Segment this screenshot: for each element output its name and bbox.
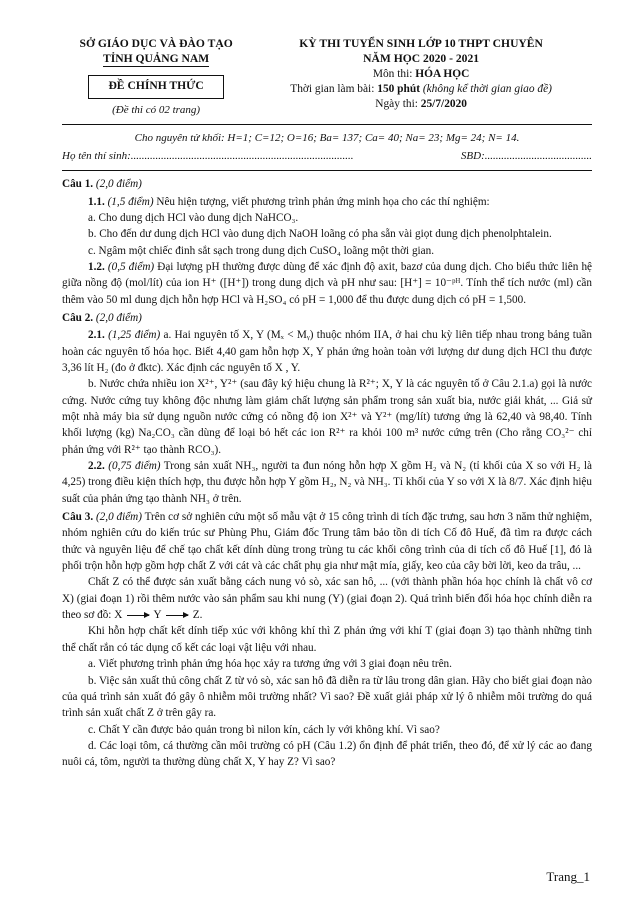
official-exam-box: ĐỀ CHÍNH THỨC (88, 75, 224, 99)
q3-stage3: Khi hỗn hợp chất kết dính tiếp xúc với không khí thì Z phản ứng với khí T (giai đoạn 3) tạo thành những tinh thể chất rắn có tác dụng cố kết các loại vật liệu với nhau. (62, 625, 592, 654)
q1-2-prompt: 1.2. (0,5 điểm) Đại lượng pH thường được dùng để xác định độ axit, bazơ của dung dịch. Cho biểu thức liên hệ giữa nồng độ (mol/lít) của ion H⁺ ([H⁺]) trong dung dịch và pH như sau: [H⁺] = 10⁻ᵖᴴ. Tính thể tích nước (ml) cần thêm vào 50 ml dung dịch hỗn hợp HCl và H₂SO₄ có pH = 1,000 để thu được dung dịch có pH = 1,500. (62, 260, 592, 306)
q1-title: Câu 1. (62, 178, 94, 191)
school-year: NĂM HỌC 2020 - 2021 (363, 52, 480, 66)
exam-date: 25/7/2020 (420, 97, 467, 110)
candidate-divider (62, 170, 592, 171)
scheme-y: Y (153, 609, 162, 622)
q3-a: a. Viết phương trình phản ứng hóa học xảy ra tương ứng với 3 giai đoạn nêu trên. (88, 658, 452, 671)
candidate-name-field: Họ tên thí sinh:................................................................................. (62, 150, 354, 163)
q1-1-a: a. Cho dung dịch HCl vào dung dịch NaHCO₃. (88, 211, 299, 224)
q2-1-a: 2.1. (1,25 điểm) a. Hai nguyên tố X, Y (Mₓ < Mᵧ) thuộc nhóm IIA, ở hai chu kỳ liên tiếp nhau trong bảng tuần hoàn các nguyên tố hóa học. Biết 4,40 gam hỗn hợp X, Y phản ứng hoàn toàn với lượng dư dung dịch HCl thu được 3,36 lít H₂ (đo ở đktc). Xác định các nguyên tố X , Y. (62, 329, 592, 374)
page-number: Trang_1 (546, 869, 590, 884)
scheme-z: Z. (192, 609, 203, 622)
question-2 (62, 310, 592, 507)
candidate-line (62, 148, 592, 164)
time-line: Thời gian làm bài: 150 phút (không kể thời gian giao đề) (290, 82, 552, 95)
q2-1-b: b. Nước chứa nhiều ion X²⁺, Y²⁺ (sau đây ký hiệu chung là R²⁺; X, Y là các nguyên tố ở Câu 2.1.a) gọi là nước cứng. Nước cứng tuy không độc nhưng làm giảm chất lượng sản phẩm trong sản xuất bia, nước giải khát, ... Giả sử một nhà máy bia sử dụng nguồn nước cứng có nồng độ ion X²⁺ và Y²⁺ (mg/lít) tương ứng là 62,40 và 98,40. Tính khối lượng (kg) Na₂CO₃ cần dùng để loại bỏ hết các ion R²⁺ ra khỏi 100 m³ nước cứng trên (Cho rằng CO₃²⁻ chỉ phản ứng với R²⁺ tạo thành RCO₃). (62, 378, 592, 456)
header-divider (62, 124, 592, 125)
exam-header (62, 36, 592, 118)
q1-1-prompt: 1.1. (1,5 điểm) Nêu hiện tượng, viết phương trình phản ứng minh họa cho các thí nghiệm: (88, 195, 490, 208)
q3-d: d. Các loại tôm, cá thường cần môi trường có pH (Câu 1.2) ổn định để phát triển, theo đó, để xử lý các ao đang nuôi cá, tôm, người ta thường dùng chất X, Y hay Z? Vì sao? (62, 739, 592, 769)
date-line: Ngày thi: 25/7/2020 (375, 97, 467, 110)
exam-title: KỲ THI TUYỂN SINH LỚP 10 THPT CHUYÊN (299, 37, 543, 50)
q3-points: (2,0 điểm) (93, 511, 142, 524)
q3-c: c. Chất Y cần được bảo quản trong bì nilon kín, cách ly với không khí. Vì sao? (88, 723, 440, 736)
subject-line: Môn thi: HÓA HỌC (372, 67, 470, 80)
q3-process: Chất Z có thể được sản xuất bằng cách nung vỏ sò, xác san hô, ... (với thành phần hóa học chính là chất vô cơ X) (giai đoạn 1) rồi thêm nước vào sản phẩm sau khi nung (Y) (giai đoạn 2). Quá trình biến đổi hóa học chính diễn ra theo sơ đồ: X Y Z. (62, 576, 592, 622)
q1-points: (2,0 điểm) (93, 178, 142, 191)
candidate-id-field: SBD:....................................... (460, 150, 592, 163)
q1-1-b: b. Cho đến dư dung dịch HCl vào dung dịch NaOH loãng có pha sẵn vài giọt dung dịch phenolphtalein. (88, 228, 552, 241)
arrow-icon (166, 615, 188, 616)
q2-points: (2,0 điểm) (93, 311, 142, 324)
q3-b: b. Việc sản xuất thủ công chất Z từ vỏ sò, xác san hô đã diễn ra từ lâu trong dân gian. Hãy cho biết giai đoạn nào của quá trình sản xuất đó gây ô nhiễm môi trường nhất? Vì sao? Đề xuất giải pháp xử lý ô nhiễm môi trường do quá trình sản xuất chất Z ở trên gây ra. (62, 674, 592, 720)
province-name: TỈNH QUẢNG NAM (103, 51, 209, 67)
scheme-x: X (114, 609, 123, 622)
q2-2-prompt: 2.2. (0,75 điểm) Trong sản xuất NH₃, người ta đun nóng hỗn hợp X gồm H₂ và N₂ (tỉ khối của X so với H₂ là 4,25) trong điều kiện thích hợp, thu được hỗn hợp Y gồm H₂, N₂ và NH₃. Tỉ khối của Y so với X là 8/7. Xác định hiệu suất của phản ứng tạo thành NH₃ ở trên. (62, 460, 592, 505)
q3-title: Câu 3. (62, 511, 94, 524)
department-name: SỞ GIÁO DỤC VÀ ĐÀO TẠO (79, 37, 233, 50)
q1-1-c: c. Ngâm một chiếc đinh sắt sạch trong dung dịch CuSO₄ loãng một thời gian. (88, 244, 435, 257)
time-note: (không kể thời gian giao đề) (419, 82, 552, 95)
department-block (62, 36, 250, 118)
q3-intro: Câu 3. (2,0 điểm) Trên cơ sở nghiên cứu một số mẫu vật ở 15 công trình di tích đặc trưng, sau hơn 3 năm thử nghiệm, nhóm nghiên cứu do kiến trúc sư Phùng Phu, Giám đốc Trung tâm bảo tồn di tích Cố đô Huế, đã tìm ra được cách thức và nguyên liệu để chế tạo chất kết dính dùng trong trùng tu các khối công trình của di tích cố đô Huế [1], đó là phối trộn hỗn hợp gồm hợp chất Z với cát và các chất phụ gia như mật mía, giấy, keo của cây bời lời, keo da trâu, ... (62, 511, 592, 573)
exam-info-block (250, 36, 592, 112)
time-value: 150 phút (377, 82, 420, 95)
atomic-masses: Cho nguyên tử khối: H=1; C=12; O=16; Ba= 137; Ca= 40; Na= 23; Mg= 24; N= 14. (134, 132, 520, 145)
pages-note: (Đề thi có 02 trang) (112, 104, 201, 117)
question-1 (62, 176, 592, 308)
question-3 (62, 509, 592, 771)
arrow-icon (127, 615, 149, 616)
subject-name: HÓA HỌC (415, 67, 470, 80)
q2-title: Câu 2. (62, 311, 94, 324)
